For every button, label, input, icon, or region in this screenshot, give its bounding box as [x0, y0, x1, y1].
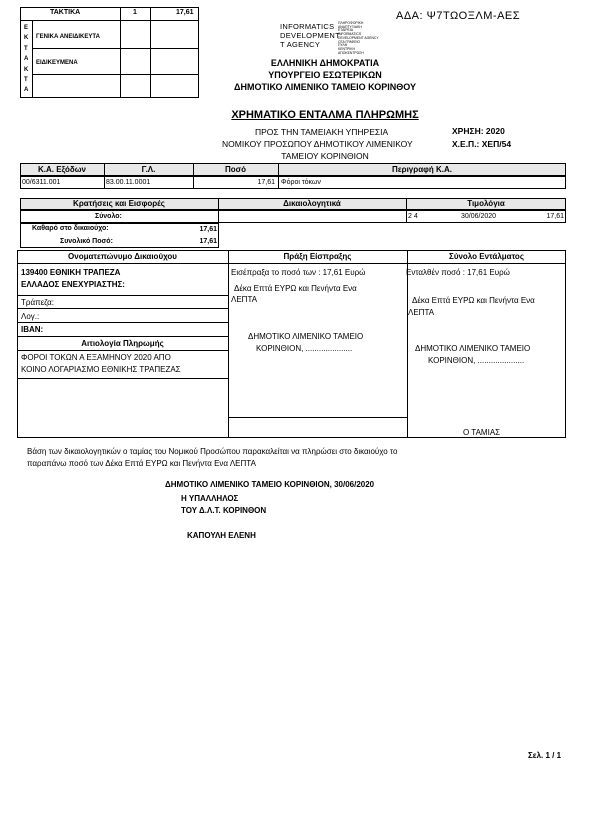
deductions-header: Κρατήσεις και Εισφορές	[73, 199, 165, 208]
page-number: Σελ. 1 / 1	[528, 751, 562, 760]
logo-small-line: ΟΤΑ ΓΡΑΦΕΙΟ	[338, 39, 361, 44]
total-order-line-3: ΛΕΠΤΑ	[408, 308, 435, 317]
account-label: Λογ.:	[21, 312, 40, 321]
logo-line: T AGENCY	[280, 40, 321, 49]
net-label: Καθαρό στο δικαιούχο:	[32, 225, 109, 232]
side-letter: Κ	[24, 35, 29, 42]
cell-gl: 83.00.11.0001	[106, 179, 151, 186]
beneficiary-name-1: 139400 ΕΘΝΙΚΗ ΤΡΑΠΕΖΑ	[21, 268, 121, 277]
receipt-line-2: Δέκα Επτά ΕΥΡΩ και Πενήντα Ενα	[234, 284, 357, 293]
supporting-header: Δικαιολογητικά	[283, 199, 341, 208]
footer-signatory-name: ΚΑΠΟΥΛΗ ΕΛΕΝΗ	[187, 531, 256, 540]
receipt-line-1: Εισέπραξα το ποσό των : 17,61 Ευρώ	[231, 268, 366, 277]
side-letter: Α	[24, 87, 29, 94]
bank-label: Τράπεζα:	[21, 298, 54, 307]
header-to: ΠΡΟΣ ΤΗΝ ΤΑΜΕΙΑΚΗ ΥΠΗΡΕΣΙΑ	[255, 127, 389, 137]
tactics-label: ΤΑΚΤΙΚΑ	[50, 9, 81, 16]
footer-role-1: Η ΥΠΑΛΛΗΛΟΣ	[181, 494, 239, 503]
reason-line-2: ΚΟΙΝΟ ΛΟΓΑΡΙΑΣΜΟ ΕΘΝΙΚΗΣ ΤΡΑΠΕΖΑΣ	[21, 365, 181, 374]
header-organization: ΔΗΜΟΤΙΚΟ ΛΙΜΕΝΙΚΟ ΤΑΜΕΙΟ ΚΟΡΙΝΘΟΥ	[234, 82, 416, 92]
treasurer-label: Ο ΤΑΜΙΑΣ	[463, 428, 501, 437]
total-order-line-1: Ενταλθέν ποσό : 17,61 Ευρώ	[406, 268, 510, 277]
beneficiary-name-2: ΕΛΛΑΔΟΣ ΕΝΕΧΥΡΙΑΣΤΗΣ:	[21, 280, 125, 289]
header-entity-2: ΤΑΜΕΙΟΥ ΚΟΡΙΝΘΙΟΝ	[281, 151, 369, 161]
iban-label: IBAN:	[21, 325, 44, 334]
document-title: ΧΡΗΜΑΤΙΚΟ ΕΝΤΑΛΜΑ ΠΛΗΡΩΜΗΣ	[231, 109, 419, 121]
side-letter: Α	[24, 56, 29, 63]
cell-expense-code: 00/6311.001	[22, 179, 61, 186]
invoice-amount: 17,61	[546, 213, 564, 220]
invoice-date: 30/06/2020	[461, 213, 497, 220]
footer-role-2: ΤΟΥ Δ.Λ.Τ. ΚΟΡΙΝΘΟΝ	[181, 506, 267, 515]
sum-value: 17,61	[199, 238, 217, 245]
tactics-amount: 17,61	[176, 9, 194, 16]
receipt-sign-2: ΚΟΡΙΝΘΙΟΝ, .....................	[256, 344, 353, 353]
logo-small-line: DEVELOPMENT AGENCY	[338, 35, 379, 40]
logo-line: DEVELOPMENT	[280, 31, 340, 40]
logo-small-line: ΠΛΗΡΟΦΟΡΙΚΗ	[338, 21, 364, 25]
logo-small-line: ΚΕΝΤΡΙΚΗ	[338, 46, 355, 51]
total-order-line-2: Δέκα Επτά ΕΥΡΩ και Πενήντα Ενα	[412, 296, 535, 305]
logo-line: INFORMATICS	[280, 22, 335, 31]
receipt-sign-1: ΔΗΜΟΤΙΚΟ ΛΙΜΕΝΙΚΟ ΤΑΜΕΙΟ	[248, 332, 364, 341]
invoice-code: 2 4	[408, 213, 418, 220]
deductions-total-label: Σύνολο:	[95, 213, 122, 220]
reason-header: Αιτιολογία Πληρωμής	[81, 339, 164, 348]
logo-small-line: ΠΥΛΗ	[338, 43, 348, 48]
logo-small-line: INFORMATICS	[338, 32, 362, 37]
col-header-gl: Γ.Λ.	[141, 165, 156, 174]
header-country: ΕΛΛΗΝΙΚΗ ΔΗΜΟΚΡΑΤΙΑ	[270, 58, 380, 68]
total-order-sign-1: ΔΗΜΟΤΙΚΟ ΛΙΜΕΝΙΚΟ ΤΑΜΕΙΟ	[415, 344, 531, 353]
footer-place-date: ΔΗΜΟΤΙΚΟ ΛΙΜΕΝΙΚΟ ΤΑΜΕΙΟ ΚΟΡΙΝΘΙΟΝ, 30/06/2020	[165, 480, 375, 489]
footer-paragraph-1: Βάση των δικαιολογητικών ο ταμίας του Νομικού Προσώπου παρακαλείται να πληρώσει στο δικαιούχο το	[27, 447, 398, 456]
side-letter: Ε	[24, 25, 29, 31]
side-letters	[24, 23, 28, 96]
col-header-description: Περιγραφή Κ.Α.	[392, 165, 452, 174]
cell-description: Φόροι τόκων	[281, 179, 321, 186]
side-letter: Κ	[24, 66, 29, 73]
logo	[280, 22, 390, 56]
logo-small-line: ΑΝΑΠΤΥΞΙΑΚΗ	[338, 24, 362, 29]
col-header-amount: Ποσό	[224, 165, 247, 174]
tactics-count: 1	[133, 9, 137, 16]
receipt-line-3: ΛΕΠΤΑ	[231, 295, 258, 304]
net-value: 17,61	[199, 226, 217, 233]
side-letter: Τ	[24, 77, 28, 84]
header-entity: ΝΟΜΙΚΟΥ ΠΡΟΣΩΠΟΥ ΔΗΜΟΤΙΚΟΥ ΛΙΜΕΝΙΚΟΥ	[222, 139, 413, 149]
reason-line-1: ΦΟΡΟΙ ΤΟΚΩΝ Α ΕΞΑΜΗΝΟΥ 2020 ΑΠΟ	[21, 353, 171, 362]
header-xep: Χ.Ε.Π.: ΧΕΠ/54	[452, 139, 512, 149]
total-order-header: Σύνολο Εντάλματος	[449, 252, 524, 261]
side-letter: Τ	[24, 45, 28, 52]
header-ministry: ΥΠΟΥΡΓΕΙΟ ΕΣΩΤΕΡΙΚΩΝ	[268, 70, 382, 80]
invoices-header: Τιμολόγια	[467, 199, 505, 208]
header-year: ΧΡΗΣΗ: 2020	[452, 126, 505, 136]
beneficiary-header: Ονοματεπώνυμο Δικαιούχου	[68, 252, 177, 261]
footer-paragraph-2: παραπάνω ποσό των Δέκα Επτά ΕΥΡΩ και Πενήντα Ενα ΛΕΠΤΑ	[27, 459, 256, 468]
cell-amount: 17,61	[257, 179, 275, 186]
total-order-sign-2: ΚΟΡΙΝΘΙΟΝ, .....................	[428, 356, 525, 365]
ada-code: ΑΔΑ: Ψ7ΤΩΟΞΛΜ-ΑΕΣ	[396, 10, 521, 22]
logo-small-line: ΑΠΟΚΕΝΤΡΩΣΗ	[338, 50, 364, 55]
sum-label: Συνολικό Ποσό:	[60, 238, 113, 245]
general-label: ΓΕΝΙΚΑ ΑΝΕΙΔΙΚΕΥΤΑ	[36, 34, 100, 40]
receipt-header: Πράξη Είσπραξης	[283, 252, 352, 261]
logo-small-line: ΕΤΑΙΡΕΙΑ	[338, 28, 354, 33]
specific-label: ΕΙΔΙΚΕΥΜΕΝΑ	[36, 60, 78, 66]
col-header-expense-code: Κ.Α. Εξόδων	[38, 165, 86, 174]
